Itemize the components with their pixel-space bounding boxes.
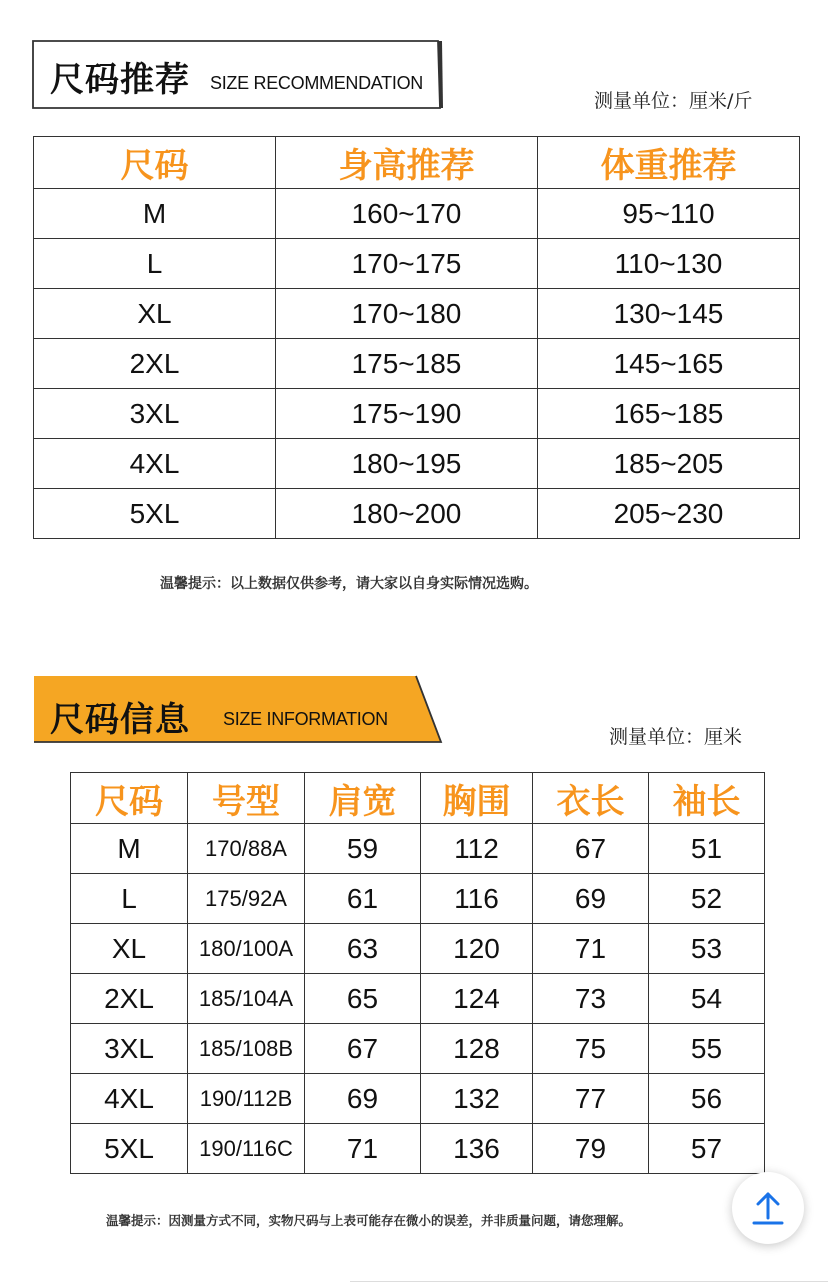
cell-shoulder: 69 xyxy=(305,1074,421,1124)
cell-weight: 185~205 xyxy=(538,439,800,489)
tip-text: 温馨提示：因测量方式不同，实物尺码与上表可能存在微小的误差，并非质量问题，请您理解。 xyxy=(106,1213,632,1228)
table-row xyxy=(71,1024,765,1074)
table-row xyxy=(34,389,800,439)
table-row xyxy=(34,189,800,239)
cell-model: 180/100A xyxy=(188,924,305,974)
cell-height: 180~200 xyxy=(276,489,538,539)
cell-size: 3XL xyxy=(71,1024,188,1074)
cell-weight: 110~130 xyxy=(538,239,800,289)
table-row xyxy=(71,1124,765,1174)
cell-size: 3XL xyxy=(34,389,276,439)
cell-shoulder: 71 xyxy=(305,1124,421,1174)
table-row xyxy=(34,339,800,389)
measurement-unit: 测量单位：厘米 xyxy=(609,726,743,748)
measurement-unit: 测量单位：厘米/斤 xyxy=(594,90,753,112)
size-recommendation-table xyxy=(33,136,800,539)
cell-size: XL xyxy=(34,289,276,339)
cell-height: 160~170 xyxy=(276,189,538,239)
cell-height: 180~195 xyxy=(276,439,538,489)
cell-size: 5XL xyxy=(34,489,276,539)
cell-chest: 112 xyxy=(421,824,533,874)
cell-shoulder: 61 xyxy=(305,874,421,924)
cell-length: 75 xyxy=(533,1024,649,1074)
table-row xyxy=(71,1074,765,1124)
cell-length: 67 xyxy=(533,824,649,874)
cell-sleeve: 53 xyxy=(649,924,765,974)
size-recommendation-banner xyxy=(30,38,445,112)
cell-sleeve: 54 xyxy=(649,974,765,1024)
cell-height: 175~190 xyxy=(276,389,538,439)
cell-size: XL xyxy=(71,924,188,974)
table-row xyxy=(71,924,765,974)
cell-size: L xyxy=(71,874,188,924)
cell-model: 190/112B xyxy=(188,1074,305,1124)
cell-shoulder: 63 xyxy=(305,924,421,974)
cell-shoulder: 65 xyxy=(305,974,421,1024)
cell-height: 170~180 xyxy=(276,289,538,339)
cell-length: 77 xyxy=(533,1074,649,1124)
cell-chest: 124 xyxy=(421,974,533,1024)
cell-size: 2XL xyxy=(34,339,276,389)
size-information-table xyxy=(70,772,765,1174)
header-size: 尺码 xyxy=(34,137,276,189)
arrow-up-icon xyxy=(748,1188,788,1228)
banner-title-zh: 尺码推荐 xyxy=(50,60,190,100)
header-sleeve: 袖长 xyxy=(649,773,765,824)
header-size: 尺码 xyxy=(71,773,188,824)
header-height: 身高推荐 xyxy=(276,137,538,189)
tip-text: 温馨提示：以上数据仅供参考，请大家以自身实际情况选购。 xyxy=(160,576,538,592)
cell-weight: 165~185 xyxy=(538,389,800,439)
cell-height: 175~185 xyxy=(276,339,538,389)
table-row xyxy=(34,439,800,489)
cell-shoulder: 67 xyxy=(305,1024,421,1074)
cell-model: 185/108B xyxy=(188,1024,305,1074)
cell-size: M xyxy=(34,189,276,239)
table-row xyxy=(71,874,765,924)
cell-shoulder: 59 xyxy=(305,824,421,874)
cell-chest: 132 xyxy=(421,1074,533,1124)
header-model: 号型 xyxy=(188,773,305,824)
cell-sleeve: 57 xyxy=(649,1124,765,1174)
header-length: 衣长 xyxy=(533,773,649,824)
cell-length: 73 xyxy=(533,974,649,1024)
header-chest: 胸围 xyxy=(421,773,533,824)
cell-sleeve: 56 xyxy=(649,1074,765,1124)
banner-title-zh: 尺码信息 xyxy=(50,700,190,740)
header-shoulder: 肩宽 xyxy=(305,773,421,824)
cell-length: 79 xyxy=(533,1124,649,1174)
cell-size: 4XL xyxy=(71,1074,188,1124)
cell-chest: 128 xyxy=(421,1024,533,1074)
table-row xyxy=(34,239,800,289)
size-information-banner xyxy=(30,672,445,748)
banner-title-en: SIZE INFORMATION xyxy=(223,709,388,729)
banner-title-en: SIZE RECOMMENDATION xyxy=(210,73,423,93)
cell-size: 4XL xyxy=(34,439,276,489)
table-row xyxy=(34,489,800,539)
scroll-to-top-button[interactable] xyxy=(732,1172,804,1244)
cell-chest: 136 xyxy=(421,1124,533,1174)
cell-sleeve: 55 xyxy=(649,1024,765,1074)
cell-size: 5XL xyxy=(71,1124,188,1174)
cell-size: M xyxy=(71,824,188,874)
cell-model: 170/88A xyxy=(188,824,305,874)
cell-weight: 130~145 xyxy=(538,289,800,339)
cell-chest: 116 xyxy=(421,874,533,924)
cell-model: 185/104A xyxy=(188,974,305,1024)
cell-weight: 95~110 xyxy=(538,189,800,239)
cell-length: 69 xyxy=(533,874,649,924)
cell-weight: 205~230 xyxy=(538,489,800,539)
cell-model: 190/116C xyxy=(188,1124,305,1174)
cell-sleeve: 51 xyxy=(649,824,765,874)
header-weight: 体重推荐 xyxy=(538,137,800,189)
cell-length: 71 xyxy=(533,924,649,974)
cell-sleeve: 52 xyxy=(649,874,765,924)
cell-weight: 145~165 xyxy=(538,339,800,389)
divider xyxy=(350,1281,828,1282)
cell-height: 170~175 xyxy=(276,239,538,289)
table-row xyxy=(71,824,765,874)
table-row xyxy=(71,974,765,1024)
table-row xyxy=(34,289,800,339)
cell-size: 2XL xyxy=(71,974,188,1024)
cell-model: 175/92A xyxy=(188,874,305,924)
cell-chest: 120 xyxy=(421,924,533,974)
cell-size: L xyxy=(34,239,276,289)
